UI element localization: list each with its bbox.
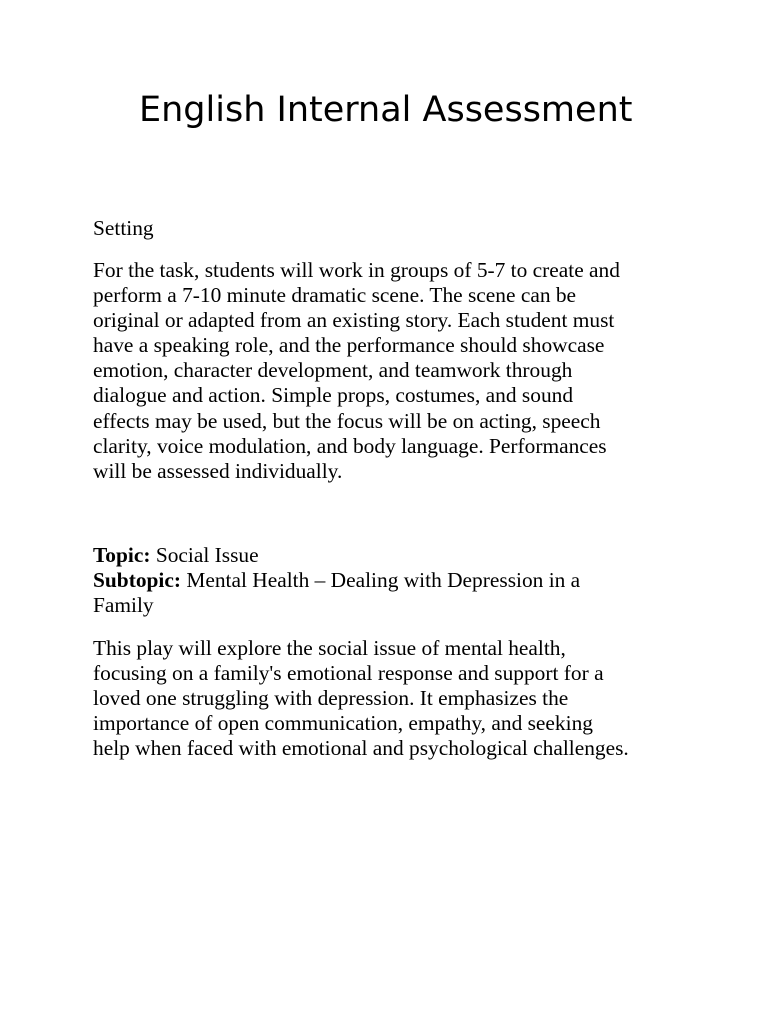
topic-line bbox=[93, 543, 693, 568]
topic-value: Social Issue bbox=[155, 543, 259, 567]
setting-line: will be assessed individually. bbox=[93, 458, 343, 483]
setting-line: have a speaking role, and the performance should showcase bbox=[93, 333, 605, 358]
description-line: This play will explore the social issue of mental health, bbox=[93, 636, 566, 660]
subtopic-label: Subtopic: bbox=[93, 568, 181, 593]
document-title: English Internal Assessment bbox=[139, 90, 633, 130]
setting-line: perform a 7-10 minute dramatic scene. The scene can be bbox=[93, 283, 577, 308]
setting-paragraph bbox=[93, 258, 693, 484]
setting-heading: Setting bbox=[93, 216, 154, 240]
description-line: importance of open communication, empathy, and seeking bbox=[93, 711, 593, 736]
topic-description-paragraph bbox=[93, 636, 693, 761]
description-line: loved one struggling with depression. It emphasizes the bbox=[93, 686, 569, 711]
subtopic-value: Mental Health – Dealing with Depression in a bbox=[186, 568, 581, 593]
setting-line: clarity, voice modulation, and body language. Performances bbox=[93, 433, 607, 458]
setting-line: dialogue and action. Simple props, costumes, and sound bbox=[93, 383, 574, 408]
topic-label: Topic: bbox=[93, 543, 151, 567]
description-line: help when faced with emotional and psychological challenges. bbox=[93, 736, 629, 761]
setting-line: emotion, character development, and teamwork through bbox=[93, 358, 573, 383]
subtopic-line bbox=[93, 568, 693, 593]
subtopic-value-continued: Family bbox=[93, 593, 154, 618]
setting-line: original or adapted from an existing story. Each student must bbox=[93, 308, 615, 333]
topic-block bbox=[93, 543, 693, 618]
description-line: focusing on a family's emotional response and support for a bbox=[93, 661, 604, 686]
setting-line: For the task, students will work in groups of 5-7 to create and bbox=[93, 258, 620, 282]
setting-line: effects may be used, but the focus will be on acting, speech bbox=[93, 408, 601, 433]
